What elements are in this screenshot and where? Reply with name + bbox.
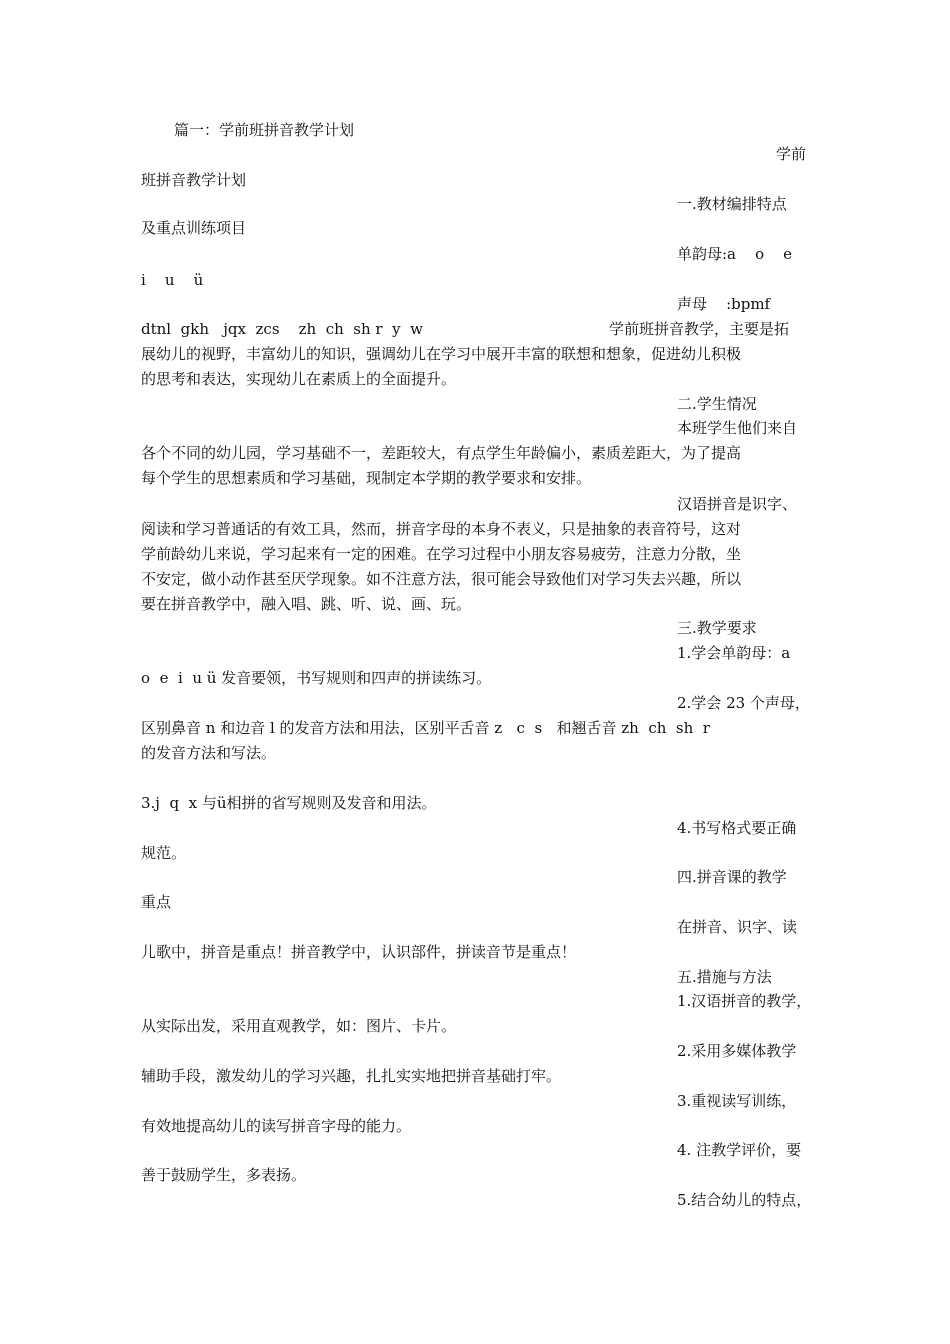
section-heading: 五.措施与方法 xyxy=(677,968,772,986)
document-title: 篇一：学前班拼音教学计划 xyxy=(174,121,355,139)
text-line: 各个不同的幼儿园，学习基础不一，差距较大，有点学生年龄偏小，素质差距大，为了提高 xyxy=(141,444,742,462)
text-line: 规范。 xyxy=(141,844,187,862)
text-line: 要在拼音教学中，融入唱、跳、听、说、画、玩。 xyxy=(141,595,472,613)
text-line: 辅助手段，激发幼儿的学习兴趣，扎扎实实地把拼音基础打牢。 xyxy=(141,1067,562,1085)
text-line: 汉语拼音是识字、 xyxy=(677,495,798,513)
text-line: 声母 :bpmf xyxy=(677,295,771,313)
text-line: 班拼音教学计划 xyxy=(141,171,247,189)
section-heading: 三.教学要求 xyxy=(677,619,757,637)
text-line: 儿歌中，拼音是重点！拼音教学中，认识部件，拼读音节是重点！ xyxy=(141,943,577,961)
text-line: 的发音方法和写法。 xyxy=(141,744,277,762)
text-line: 3.重视读写训练， xyxy=(677,1092,797,1110)
text-line: 本班学生他们来自 xyxy=(677,419,798,437)
text-line: 2.采用多媒体教学 xyxy=(677,1042,797,1060)
text-line: 5.结合幼儿的特点， xyxy=(677,1191,812,1209)
text-line: 学前班拼音教学，主要是拓 xyxy=(609,320,790,338)
text-line: 学前龄幼儿来说，学习起来有一定的困难。在学习过程中小朋友容易疲劳，注意力分散，坐 xyxy=(141,545,742,563)
text-line: i u ü xyxy=(141,271,204,289)
text-line: 3.j q x 与ü相拼的省写规则及发音和用法。 xyxy=(141,794,437,812)
text-line: 从实际出发，采用直观教学，如：图片、卡片。 xyxy=(141,1017,457,1035)
text-line: 4. 注教学评价，要 xyxy=(677,1141,802,1159)
text-line: 善于鼓励学生，多表扬。 xyxy=(141,1166,307,1184)
section-heading: 二.学生情况 xyxy=(677,395,757,413)
text-line: 及重点训练项目 xyxy=(141,219,247,237)
text-line: 区别鼻音 n 和边音 l 的发音方法和用法，区别平舌音 z c s 和翘舌音 zh ch sh r xyxy=(141,719,710,737)
text-line: 单韵母:a o e xyxy=(677,245,793,263)
text-line: 阅读和学习普通话的有效工具，然而，拼音字母的本身不表义，只是抽象的表音符号，这对 xyxy=(141,520,742,538)
text-line: 1.汉语拼音的教学， xyxy=(677,992,812,1010)
text-line: 在拼音、识字、读 xyxy=(677,918,798,936)
text-line: 4.书写格式要正确 xyxy=(677,819,797,837)
text-line: dtnl gkh jqx zcs zh ch sh r y w xyxy=(141,320,423,338)
text-line: 1.学会单韵母：a xyxy=(677,644,791,662)
text-line: 展幼儿的视野，丰富幼儿的知识，强调幼儿在学习中展开丰富的联想和想象，促进幼儿积极 xyxy=(141,345,742,363)
text-line: 重点 xyxy=(141,893,172,911)
text-line: 不安定，做小动作甚至厌学现象。如不注意方法，很可能会导致他们对学习失去兴趣，所以 xyxy=(141,570,742,588)
text-line: 每个学生的思想素质和学习基础，现制定本学期的教学要求和安排。 xyxy=(141,469,592,487)
text-line: 2.学会 23 个声母， xyxy=(677,694,810,712)
text-line: 的思考和表达，实现幼儿在素质上的全面提升。 xyxy=(141,370,457,388)
text-line: 学前 xyxy=(776,145,807,163)
section-heading: 一.教材编排特点 xyxy=(677,195,787,213)
section-heading: 四.拼音课的教学 xyxy=(677,868,787,886)
text-line: 有效地提高幼儿的读写拼音字母的能力。 xyxy=(141,1117,412,1135)
text-line: o e i u ü 发音要领，书写规则和四声的拼读练习。 xyxy=(141,669,492,687)
